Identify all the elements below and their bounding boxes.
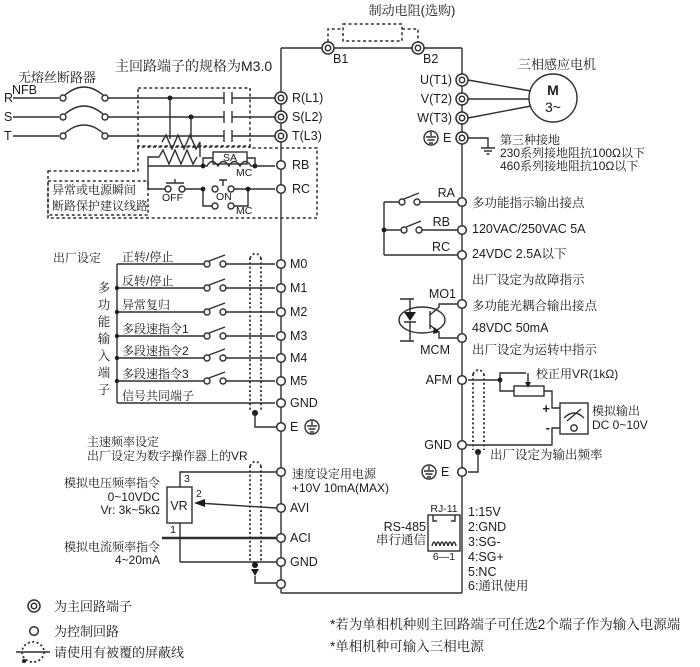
din-func-label: 多段速指令2 — [122, 344, 189, 358]
din-func-label: 异常复归 — [122, 298, 171, 312]
terminal-r-l1-label: R(L1) — [292, 91, 324, 105]
factory-setting-title: 出厂设定 — [53, 251, 102, 265]
terminal-rc — [458, 251, 467, 260]
legend-control-terminal-icon — [30, 627, 39, 636]
terminal-aci-label: ACI — [290, 531, 311, 545]
terminal-b1 — [325, 45, 330, 50]
terminal-rc-label: RC — [431, 240, 450, 254]
terminal-rb-left — [277, 161, 286, 170]
off-button-bar — [166, 179, 184, 183]
rs485-section — [376, 503, 528, 593]
terminal-s-l2-label: S(L2) — [292, 110, 323, 124]
motor-phase-label: 3~ — [545, 99, 561, 115]
protection-label-1: 异常或电源瞬间 — [52, 183, 137, 197]
terminal-v-t2-label: V(T2) — [420, 92, 452, 106]
analog-output — [422, 366, 648, 479]
relay-output — [382, 186, 587, 287]
terminal-rb-label: RB — [432, 215, 450, 229]
ground-note-3: 460系列接地阻抗10Ω以下 — [500, 159, 639, 173]
ground-note-1: 第三种接地 — [500, 133, 561, 147]
optocoupler-icon — [399, 307, 445, 333]
mc-aux-label: MC — [236, 205, 253, 217]
vr-pin3-label: 3 — [184, 473, 190, 485]
notes — [330, 616, 681, 654]
rs485-pin-5: 5:NC — [468, 565, 497, 579]
legend-ctrl-label: 为控制回路 — [54, 624, 120, 639]
terminal-m1-label: M1 — [290, 281, 308, 295]
terminal-m4-label: M4 — [290, 351, 308, 365]
meter-plus-label: + — [542, 401, 550, 416]
terminal-m3 — [277, 332, 286, 341]
terminal-aci — [277, 534, 286, 543]
off-button-label: OFF — [162, 192, 183, 204]
terminal-t-l3-label: T(L3) — [292, 129, 322, 143]
terminal-m5 — [277, 377, 286, 386]
rs485-pin-1: 1:15V — [468, 505, 501, 519]
calibration-vr-label: 校正用VR(1kΩ) — [536, 367, 619, 381]
note-2: *单相机种可输入三相电源 — [330, 639, 484, 654]
terminal-shield-drain — [277, 580, 286, 589]
rs485-name-1: RS-485 — [383, 520, 426, 534]
terminal-gnd-left — [277, 399, 286, 408]
terminal-afm-label: AFM — [425, 373, 452, 387]
earth-circle-icon-right — [424, 131, 438, 145]
earth-circle-icon-right2 — [422, 465, 436, 479]
breaker-pole-t — [65, 125, 103, 133]
terminal-m0 — [277, 260, 286, 269]
terminal-m3-label: M3 — [290, 329, 308, 343]
meter-minus-label: - — [545, 420, 550, 435]
legend-main-label: 为主回路端子 — [54, 599, 133, 614]
terminal-s-l2 — [278, 114, 283, 119]
vr-pin2-label: 2 — [196, 488, 202, 500]
legend-shield-label: 请使用有被覆的屏蔽线 — [54, 645, 185, 660]
note-1: *若为单相机种则主回路端子可任选2个端子作为输入电源端 — [330, 617, 681, 632]
opto-desc-1: 多功能光耦合输出接点 — [472, 299, 598, 313]
relay-desc-4: 出厂设定为故障指示 — [472, 273, 585, 287]
analog-volt-label-3: Vr: 3k~5kΩ — [100, 503, 160, 517]
nfb-name: 无熔丝断路器 — [18, 70, 97, 85]
terminal-m5-label: M5 — [290, 374, 308, 388]
din-func-label: 信号共同端子 — [122, 389, 195, 403]
terminal-gnd2 — [277, 558, 286, 567]
rs485-pin-4: 4:SG+ — [468, 550, 504, 564]
terminal-rb — [458, 226, 467, 235]
vr-pin1-label: 1 — [170, 524, 176, 536]
terminal-gnd2-label: GND — [290, 555, 318, 569]
breaker-pole-s — [65, 106, 103, 114]
terminal-m2-label: M2 — [290, 305, 308, 319]
terminal-u-t1 — [459, 77, 464, 82]
terminal-e-left — [277, 423, 286, 432]
rs485-pin-3: 3:SG- — [468, 535, 501, 549]
nfb-abbr: NFB — [12, 83, 37, 97]
rs485-pin-6: 6:通讯使用 — [468, 579, 529, 593]
relay-desc-2: 120VAC/250VAC 5A — [472, 222, 586, 236]
vr-box-label: VR — [170, 499, 188, 513]
rj11-label: RJ-11 — [430, 503, 458, 515]
breaker-pole-r — [65, 87, 103, 95]
terminal-10v — [277, 468, 286, 477]
shield-cable-2 — [250, 462, 276, 584]
din-func-label: 反转/停止 — [122, 274, 174, 288]
opto-desc-2: 48VDC 50mA — [472, 321, 549, 335]
terminal-w-t3 — [459, 115, 464, 120]
terminal-w-t3-label: W(T3) — [417, 111, 452, 125]
terminal-e-left-label: E — [290, 420, 299, 434]
calibration-vr-resistor — [514, 386, 544, 396]
ground-symbol — [481, 148, 495, 154]
terminal-gnd-right — [458, 441, 467, 450]
shield-cable-1 — [250, 254, 276, 428]
legend — [16, 599, 184, 663]
terminal-m1 — [277, 284, 286, 293]
ground-note-2: 230系列接地阻抗100Ω以下 — [500, 146, 646, 160]
terminal-gnd-right-label: GND — [424, 438, 452, 452]
terminal-e-right-label: E — [443, 131, 452, 145]
terminal-v-t2 — [459, 96, 464, 101]
din-func-label: 多段速指令3 — [122, 367, 189, 381]
protection-label-2: 断路保护建议线路 — [52, 199, 149, 213]
terminal-ra-label: RA — [437, 186, 455, 200]
frequency-setting — [64, 434, 389, 583]
resistor-2 — [159, 150, 197, 164]
terminal-avi — [277, 504, 286, 513]
main-terminal-spec-note: 主回路端子的规格为M3.0 — [115, 58, 273, 74]
terminal-gnd-label: GND — [290, 396, 318, 410]
legend-main-terminal-icon — [31, 603, 36, 608]
earth-circle-icon — [305, 420, 319, 434]
din-row-gnd — [117, 388, 318, 410]
mc-coil-label: MC — [236, 167, 253, 179]
terminal-m0-label: M0 — [290, 257, 308, 271]
on-button-label: ON — [216, 191, 232, 203]
wiper-arrowhead — [194, 499, 205, 507]
meter-icon — [560, 403, 588, 434]
analog-out-label-2: DC 0~10V — [592, 418, 648, 432]
terminal-rc-left-label: RC — [292, 182, 311, 196]
speed-power-label-2: +10V 10mA(MAX) — [292, 481, 390, 495]
rs485-name-2: 串行通信 — [375, 533, 426, 547]
terminal-t-l3 — [278, 133, 283, 138]
motor-m-label: M — [547, 82, 559, 98]
terminal-e-right — [459, 135, 464, 140]
terminal-ra — [458, 198, 467, 207]
terminal-avi-label: AVI — [290, 501, 310, 515]
relay-desc-1: 多功能指示输出接点 — [472, 196, 585, 210]
terminal-m4 — [277, 354, 286, 363]
motor-output — [417, 57, 645, 173]
analog-curr-label-2: 4~20mA — [114, 553, 160, 567]
surge-absorber-label: SA — [222, 152, 238, 164]
shield-cable-3 — [468, 370, 484, 472]
braking-resistor — [322, 3, 455, 66]
terminal-r-l1 — [278, 95, 283, 100]
din-func-label: 多段速指令1 — [122, 322, 189, 336]
terminal-b2 — [415, 45, 420, 50]
din-func-label: 正转/停止 — [122, 250, 174, 264]
rs485-pin-2: 2:GND — [468, 520, 507, 534]
terminal-mo1-label: MO1 — [428, 287, 456, 301]
brake-resistor-box — [343, 24, 402, 41]
terminal-afm — [458, 376, 467, 385]
relay-desc-3: 24VDC 2.5A以下 — [472, 247, 567, 261]
phase-t-label: T — [4, 129, 12, 143]
opto-desc-3: 出厂设定为运转中指示 — [472, 343, 598, 357]
terminal-mo1 — [458, 300, 467, 309]
terminal-rb-left-label: RB — [292, 158, 310, 172]
terminal-m2 — [277, 308, 286, 317]
phase-r-label: R — [4, 91, 14, 105]
terminal-mcm-label: MCM — [420, 343, 450, 357]
freq-title-1: 主速频率设定 — [87, 435, 160, 449]
digital-input-group-label: 多功能输入端子 — [97, 281, 111, 397]
freq-title-2: 出厂设定为数字操作器上的VR — [87, 449, 248, 463]
terminal-u-t1-label: U(T1) — [420, 73, 452, 87]
terminal-rc-left — [277, 185, 286, 194]
terminal-b1-label: B1 — [333, 52, 349, 66]
photocoupler-output — [399, 287, 598, 357]
legend-shield-icon — [16, 642, 50, 663]
speed-power-label-1: 速度设定用电源 — [292, 467, 377, 481]
analog-volt-label-2: 0~10VDC — [107, 490, 160, 504]
motor-name-label: 三相感应电机 — [517, 57, 597, 72]
on-button-bar — [219, 180, 227, 186]
terminal-e2-label: E — [441, 465, 450, 479]
brake-leads — [328, 29, 418, 42]
analog-curr-label-1: 模拟电流频率指令 — [63, 540, 160, 554]
rj11-pin-range: 6—1 — [432, 551, 456, 563]
afm-factory-note: 出厂设定为输出频率 — [490, 448, 603, 462]
terminal-mcm — [458, 334, 467, 343]
analog-volt-label-1: 模拟电压频率指令 — [63, 476, 160, 490]
analog-out-label-1: 模拟输出 — [592, 404, 641, 418]
power-input — [4, 70, 275, 146]
phase-s-label: S — [4, 110, 13, 124]
terminal-e2 — [458, 468, 467, 477]
rj11-icon — [428, 515, 460, 551]
terminal-b2-label: B2 — [423, 52, 439, 66]
brake-label: 制动电阻(选购) — [368, 3, 456, 18]
